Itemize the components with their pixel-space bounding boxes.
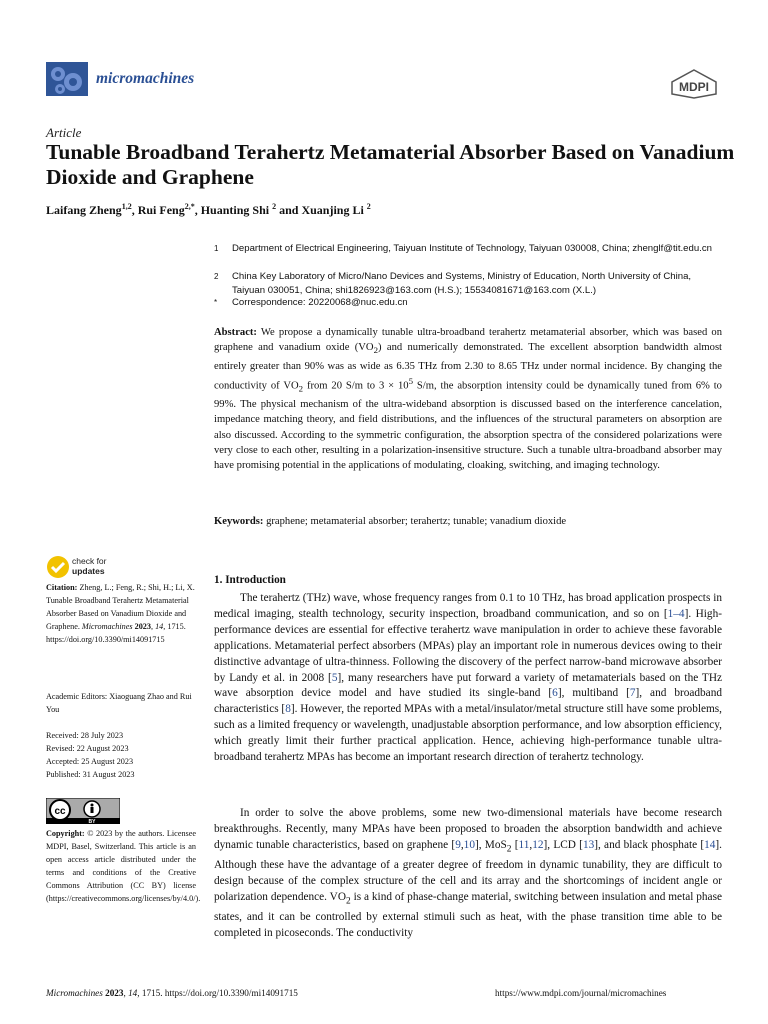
author-affiliation-sup[interactable]: 2,* [184, 202, 195, 211]
received-date: Received: 28 July 2023 [46, 731, 124, 740]
keywords-label: Keywords: [214, 516, 264, 527]
published-date: Published: 31 August 2023 [46, 770, 135, 779]
author-name[interactable]: Laifang Zheng [46, 203, 122, 217]
copyright: Copyright: © 2023 by the authors. Licensee MDPI, Basel, Switzerland. This article is an open access article distributed under the terms and conditions of the Creative Commons Attribution (CC BY) license (https://creativecommons.org/licenses/by/4.0/). [46, 829, 201, 903]
affiliation-number: 2 [214, 272, 219, 281]
affiliation-text: Department of Electrical Engineering, Taiyuan Institute of Technology, Taiyuan 030008, China; zhenglf@tit.edu.cn [232, 243, 712, 254]
author-affiliation-sup[interactable]: 2 [366, 202, 371, 211]
journal-name[interactable]: micromachines [96, 70, 195, 87]
updates-label: updates [72, 566, 105, 576]
keywords: Keywords: graphene; metamaterial absorber; terahertz; tunable; vanadium dioxide [214, 516, 567, 527]
footer-journal-url[interactable]: https://www.mdpi.com/journal/micromachines [495, 988, 667, 998]
citation-link[interactable]: 11 [518, 838, 530, 851]
citation-link[interactable]: 1–4 [667, 607, 685, 620]
author-name[interactable]: Huanting Shi [200, 203, 270, 217]
citation-link[interactable]: 7 [629, 687, 636, 700]
citation-link[interactable]: 10 [463, 838, 475, 851]
journal-logo-gears-icon [46, 62, 88, 96]
citation: Citation: Zheng, L.; Feng, R.; Shi, H.; Li, X. Tunable Broadband Terahertz Metamaterial Absorber Based on Vanadium Dioxide and Graphene. Micromachines 2023, 14, 1715. https://doi.org/10.3390/mi14091715 [46, 583, 195, 644]
article-type: Article [46, 125, 82, 140]
svg-text:cc: cc [54, 806, 66, 817]
citation-link[interactable]: 8 [285, 703, 291, 716]
author-name[interactable]: Xuanjing Li [301, 203, 364, 217]
article-title: Tunable Broadband Terahertz Metamaterial Absorber Based on Vanadium Dioxide and Graphene [46, 140, 735, 189]
citation-link[interactable]: 13 [582, 838, 595, 851]
intro-paragraph-2: In order to solve the above problems, some new two-dimensional materials have become research breakthroughs. Recently, many MPAs have been proposed to broaden the absorption bandwidth and achieve dynamic tunable characteristics, based on graphene [9,10], MoS$_2$ [11,12], LCD [13], and black phosphate [14]. Although these have the advantage of a greater degree of freedom in dynamic tunability, they are difficult to design because of the complex structure of the cell and its array and the shortcomings of incident angle or polarization dependence. $VO_2$ is a kind of phase-change material, switching between insulation and metal phase states, and it can be controlled by external stimuli such as heat, with the phase transition time able to be completed in picoseconds. The conductivity [214, 807, 723, 939]
citation-link[interactable]: 5 [331, 671, 338, 684]
footer-citation: Micromachines 2023, 14, 1715. https://doi.org/10.3390/mi14091715 [46, 988, 298, 998]
citation-doi-link[interactable]: , 1715. https://doi.org/10.3390/mi14091715 [46, 622, 186, 644]
accepted-date: Accepted: 25 August 2023 [46, 757, 134, 766]
check-for-updates-button[interactable] [46, 555, 126, 581]
check-updates-icon [46, 555, 70, 579]
citation-link[interactable]: 9 [455, 838, 461, 851]
author-affiliation-sup[interactable]: 2 [272, 202, 277, 211]
citation-link[interactable]: 6 [552, 687, 558, 700]
abstract: Abstract: We propose a dynamically tunable ultra-broadband terahertz metamaterial absorber, which was based on graphene and vanadium oxide $(VO_2)$ and numerically demonstrated. The excellent absorption bandwidth almost entirely greater than 90% was as wide as 6.35 THz from 2.30 to 8.65 THz under normal incidence. By changing the conductivity of $VO_2$ from 20 S/m to $3 \times 10^5$ S/m, the absorption intensity could be dynamically tuned from 6% to 99%. The physical mechanism of the ultra-wideband absorption is discussed based on the interference cancelation, impedance matching theory, and field distributions, and the influences of the structural parameters on absorption are also discussed. According to the symmetric configuration, the absorption spectra of the considered polarizations were very close to each other, resulting in a polarization-insensitive structure. Such a tunable ultra-broadband absorber may have promising potential in the applications of modulating, cloaking, switching, and imaging technology. [214, 327, 723, 472]
affiliation-text: China Key Laboratory of Micro/Nano Devices and Systems, Ministry of Education, North University of China, Taiyuan 030051, China; shi1826923@163.com (H.S.); 15534081671@163.com (X.L.) [232, 271, 692, 296]
footer-doi-link[interactable]: , 1715. https://doi.org/10.3390/mi14091715 [137, 988, 298, 998]
affiliation [214, 270, 724, 298]
author-name[interactable]: Rui Feng [137, 203, 185, 217]
correspondence [214, 296, 724, 310]
citation-link[interactable]: 12 [532, 838, 544, 851]
affiliation-number: * [214, 298, 218, 307]
author-list: Laifang Zheng$^{1,2}$, Rui Feng$^{2,*}$, Huanting Shi $^2$ and Xuanjing Li $^2$ [46, 202, 371, 217]
section-heading-introduction: 1. Introduction [214, 574, 286, 586]
affiliation-number: 1 [214, 244, 219, 253]
cc-by-label: BY [88, 819, 96, 824]
cc-by-license-icon[interactable] [46, 798, 120, 824]
dates [46, 729, 196, 781]
publisher-name: MDPI [679, 80, 709, 94]
academic-editors: Academic Editors: Xiaoguang Zhao and Rui You [46, 692, 192, 714]
citation-link[interactable]: 14 [704, 838, 716, 851]
abstract-label: Abstract: [214, 327, 257, 338]
correspondence-text: Correspondence: 20220068@nuc.edu.cn [232, 297, 408, 308]
affiliation [214, 242, 724, 270]
revised-date: Revised: 22 August 2023 [46, 744, 129, 753]
check-label: check for [72, 556, 107, 566]
intro-paragraph-1: The terahertz (THz) wave, whose frequency ranges from 0.1 to 10 THz, has broad application prospects in medical imaging, stealth technology, security inspection, broadband communication, and so on [1–4]. High-performance devices are essential for effective terahertz wave manipulation in order to achieve these favorable applications. Metamaterial perfect absorbers (MPAs) play an important role in numerous devices owing to their distinctive advantage of ultra-thinness. Following the discovery of the perfect narrow-band microwave absorber by Landy et al. in 2008 [5], many researchers have put forward a variety of metamaterials based on the THz wave absorption device model and have studied its single-band [6], multiband [7], and broadband characteristics [8]. However, the reported MPAs with a metal/insulator/metal structure still have some problems, such as a limited frequency or wavelength, unadjustable absorption performance, and low absorption efficiency, which greatly limit their further practical application. Hence, achieving high-performance tunable ultra-broadband terahertz MPAs has become an important research direction of terahertz technology. [214, 592, 723, 764]
mdpi-logo-icon[interactable] [668, 68, 720, 100]
author-affiliation-sup[interactable]: 1,2 [121, 202, 132, 211]
